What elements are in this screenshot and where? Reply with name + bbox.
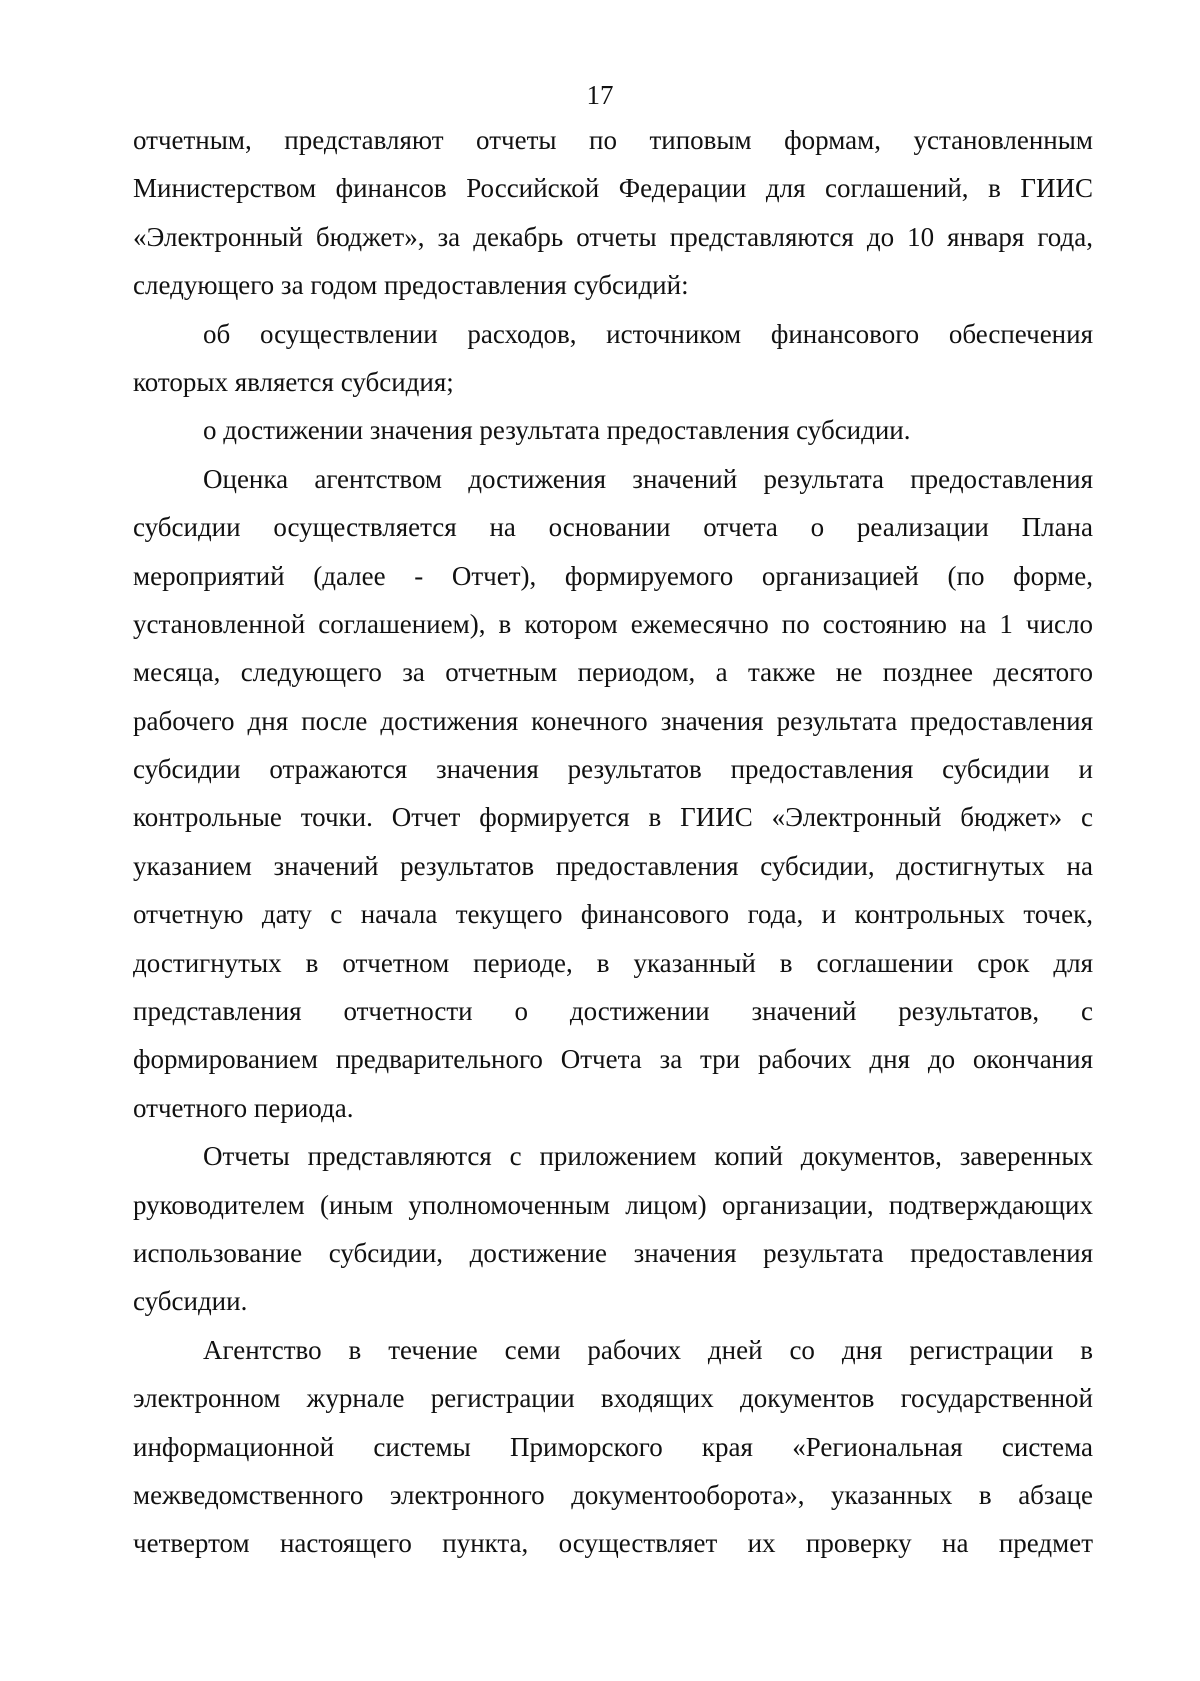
text-line: использование субсидии, достижение значения результата предоставления xyxy=(133,1237,1093,1268)
text-line: достигнутых в отчетном периоде, в указанный в соглашении срок для xyxy=(133,947,1093,978)
text-line: межведомственного электронного документооборота», указанных в абзаце xyxy=(133,1479,1093,1510)
text-line: субсидии отражаются значения результатов предоставления субсидии и xyxy=(133,754,1093,785)
text-line: следующего за годом предоставления субсидий: xyxy=(133,270,689,301)
text-line: субсидии осуществляется на основании отчета о реализации Плана xyxy=(133,512,1093,543)
text-line: установленной соглашением), в котором ежемесячно по состоянию на 1 число xyxy=(133,608,1093,639)
text-line: четвертом настоящего пункта, осуществляет их проверку на предмет xyxy=(133,1528,1093,1559)
text-line: указанием значений результатов предоставления субсидии, достигнутых на xyxy=(133,850,1093,881)
text-line: месяца, следующего за отчетным периодом, а также не позднее десятого xyxy=(133,657,1093,688)
text-line: руководителем (иным уполномоченным лицом) организации, подтверждающих xyxy=(133,1189,1093,1220)
text-line: отчетного периода. xyxy=(133,1092,354,1123)
text-line: которых является субсидия; xyxy=(133,366,454,397)
text-line: контрольные точки. Отчет формируется в ГИИС «Электронный бюджет» с xyxy=(133,802,1093,833)
text-line: Министерством финансов Российской Федерации для соглашений, в ГИИС xyxy=(133,173,1093,204)
text-line: информационной системы Приморского края «Региональная система xyxy=(133,1431,1093,1462)
text-line: Оценка агентством достижения значений результата предоставления xyxy=(203,463,1093,494)
document-body xyxy=(133,116,1093,1568)
text-line: рабочего дня после достижения конечного значения результата предоставления xyxy=(133,705,1093,736)
text-line: мероприятий (далее - Отчет), формируемого организацией (по форме, xyxy=(133,560,1093,591)
text-line: электронном журнале регистрации входящих документов государственной xyxy=(133,1383,1093,1414)
text-line: Агентство в течение семи рабочих дней со дня регистрации в xyxy=(203,1334,1093,1365)
text-line: формированием предварительного Отчета за три рабочих дня до окончания xyxy=(133,1044,1093,1075)
text-line: отчетным, представляют отчеты по типовым формам, установленным xyxy=(133,125,1093,155)
text-line: об осуществлении расходов, источником финансового обеспечения xyxy=(203,318,1093,349)
text-line: субсидии. xyxy=(133,1286,248,1317)
text-line: «Электронный бюджет», за декабрь отчеты представляются до 10 января года, xyxy=(133,221,1093,252)
text-line: представления отчетности о достижении значений результатов, с xyxy=(133,996,1093,1027)
text-line: Отчеты представляются с приложением копий документов, заверенных xyxy=(203,1141,1093,1172)
text-line: отчетную дату с начала текущего финансового года, и контрольных точек, xyxy=(133,899,1093,930)
page-number: 17 xyxy=(586,80,614,110)
text-line: о достижении значения результата предоставления субсидии. xyxy=(203,415,911,446)
